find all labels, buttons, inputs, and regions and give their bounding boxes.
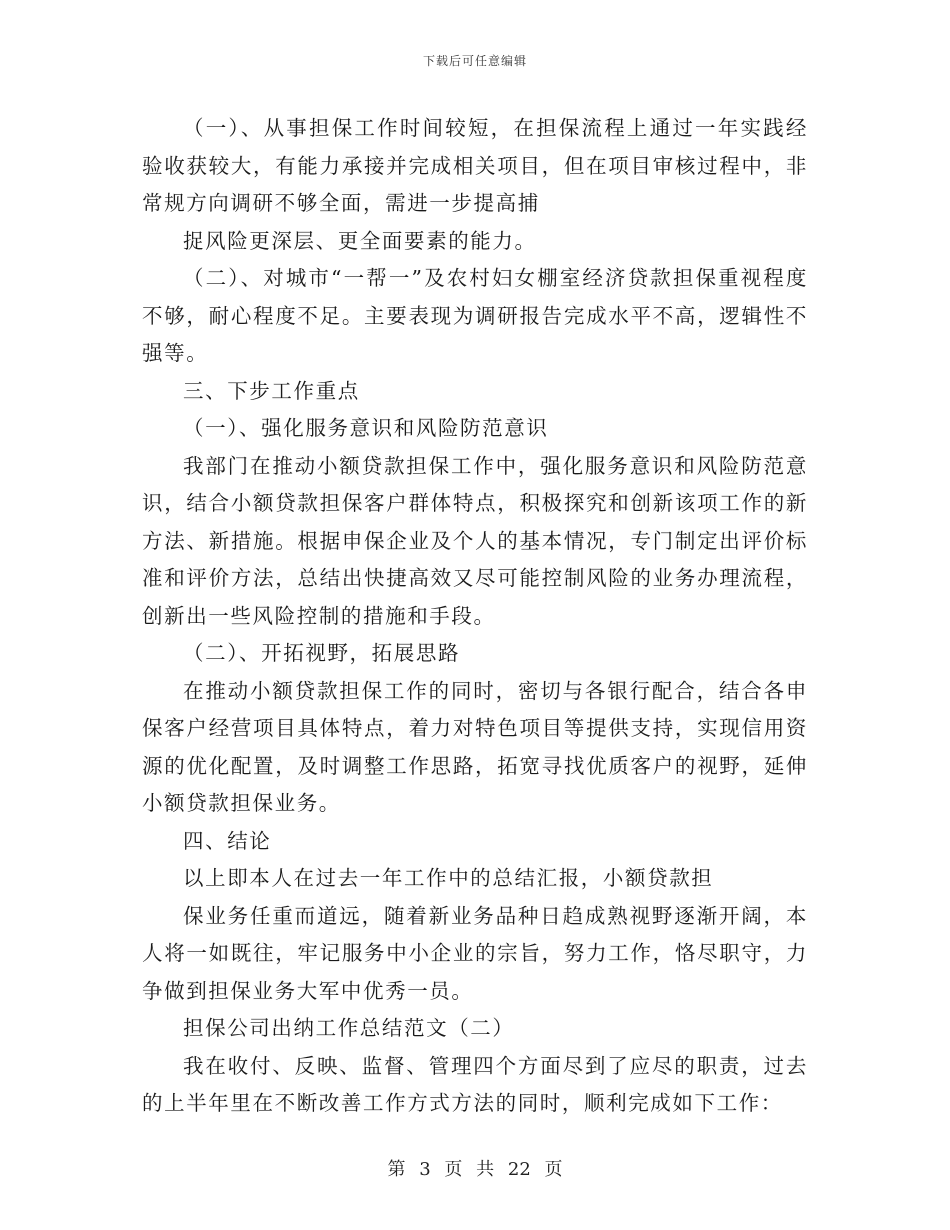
paragraph: 我部门在推动小额贷款担保工作中，强化服务意识和风险防范意识，结合小额贷款担保客户群体特点，积极探究和创新该项工作的新方法、新措施。根据申保企业及个人的基本情况，专门制定出评价标准和评价方法，总结出快捷高效又尽可能控制风险的业务办理流程，创新出一些风险控制的措施和手段。 [142, 453, 808, 628]
paragraph: 捉风险更深层、更全面要素的能力。 [183, 228, 537, 253]
paragraph: 保业务任重而道远，随着新业务品种日趋成熟视野逐渐开阔，本人将一如既往，牢记服务中小企业的宗旨，努力工作，恪尽职守，力争做到担保业务大军中优秀一员。 [142, 903, 808, 1003]
footer-page-word: 页 [444, 1159, 463, 1180]
paragraph: 在推动小额贷款担保工作的同时，密切与各银行配合，结合各申保客户经营项目具体特点，着力对特色项目等提供支持，实现信用资源的优化配置，及时调整工作思路，拓宽寻找优质客户的视野，延伸小额贷款担保业务。 [142, 678, 808, 815]
paragraph: （一）、从事担保工作时间较短，在担保流程上通过一年实践经验收获较大，有能力承接并完成相关项目，但在项目审核过程中，非常规方向调研不够全面，需进一步提高捕 [142, 116, 808, 215]
section-heading: 四、结论 [183, 828, 272, 853]
page-number-footer [0, 1155, 950, 1181]
footer-prefix: 第 [387, 1159, 406, 1180]
page-header-note: 下载后可任意编辑 [422, 54, 527, 68]
footer-suffix: 页 [544, 1159, 563, 1180]
footer-total-label: 共 [476, 1159, 495, 1180]
subsection-heading: （二）、开拓视野，拓展思路 [183, 641, 461, 665]
paragraph: 以上即本人在过去一年工作中的总结汇报，小额贷款担 [183, 866, 714, 890]
subsection-heading: （一）、强化服务意识和风险防范意识 [183, 416, 549, 440]
paragraph: （二）、对城市“一帮一”及农村妇女棚室经济贷款担保重视程度不够，耐心程度不足。主要表现为调研报告完成水平不高，逻辑性不强等。 [142, 266, 808, 365]
paragraph: 我在收付、反映、监督、管理四个方面尽到了应尽的职责，过去的上半年里在不断改善工作方式方法的同时，顺利完成如下工作： [142, 1053, 808, 1115]
current-page-number: 3 [419, 1159, 431, 1180]
document-title: 担保公司出纳工作总结范文（二） [183, 1016, 515, 1040]
total-page-count: 22 [507, 1159, 531, 1180]
document-body [142, 110, 808, 1123]
section-heading: 三、下步工作重点 [183, 378, 360, 403]
